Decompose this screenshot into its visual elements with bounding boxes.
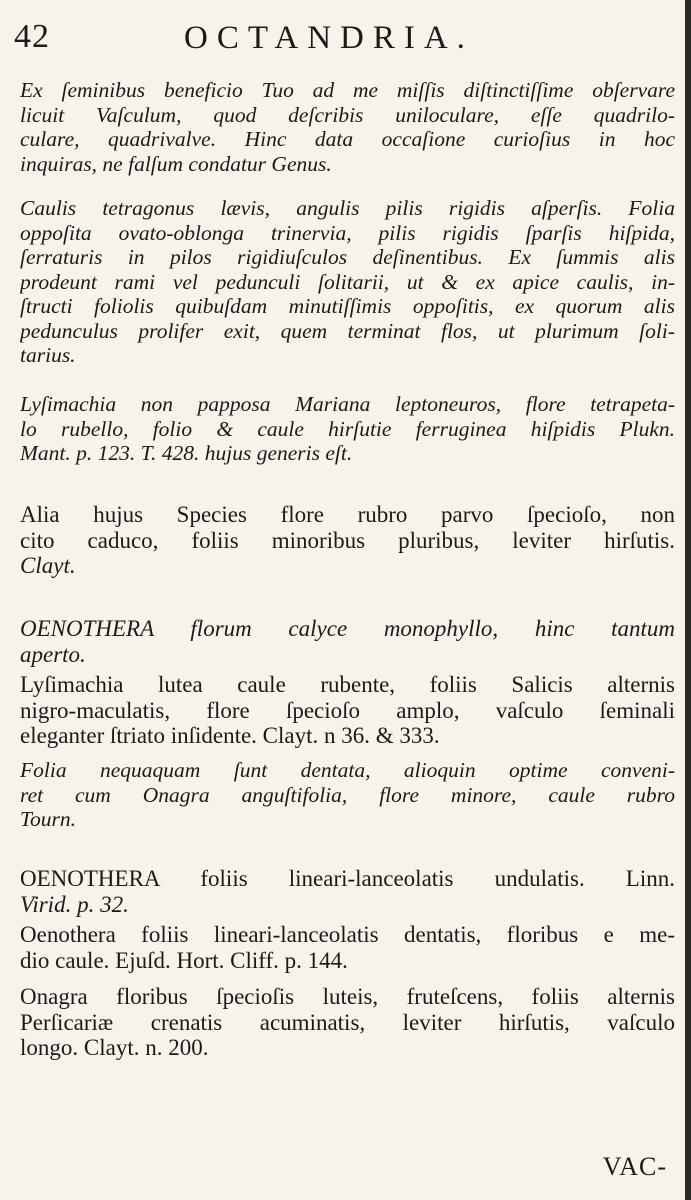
text-line: Virid. p. 32. — [20, 891, 129, 917]
paragraph-lysimachia-plukenet — [20, 392, 675, 466]
text-line: Mant. p. 123. T. 428. hujus generis eſt. — [20, 441, 353, 465]
text-line: longo. Clayt. n. 200. — [20, 1035, 209, 1060]
text-line: Lyſimachia non papposa Mariana leptoneuros, flore tetrapeta- — [20, 392, 675, 416]
text-line: OENOTHERA foliis lineari-lanceolatis undulatis. Linn. — [20, 866, 675, 891]
text-line: Lyſimachia lutea caule rubente, foliis Salicis alternis — [20, 672, 675, 697]
page-number: 42 — [14, 18, 50, 55]
text-line: Tourn. — [20, 807, 76, 831]
paragraph-alia-species — [20, 502, 675, 579]
text-line: Caulis tetragonus lævis, angulis pilis rigidis aſperſis. Folia — [20, 196, 675, 220]
paragraph-letter-note — [20, 78, 675, 176]
paragraph-caulis-description — [20, 196, 675, 368]
running-title: OCTANDRIA. — [184, 20, 474, 56]
catchword: VAC- — [602, 1152, 667, 1181]
text-line: ſerraturis in pilos rigidiuſculos deſinentibus. Ex ſummis alis — [20, 245, 675, 269]
text-line: nigro-maculatis, flore ſpecioſo amplo, vaſculo ſeminali — [20, 697, 675, 723]
text-line: oppoſita ovato-oblonga trinervia, pilis rigidis ſparſis hiſpida, — [20, 220, 675, 245]
text-line: culare, quadrivalve. Hinc data occaſione curioſius in hoc — [20, 127, 675, 151]
text-line: inquiras, ne falſum condatur Genus. — [20, 151, 332, 176]
text-line: lo rubello, folio & caule hirſutie ferruginea hiſpidis Plukn. — [20, 416, 675, 441]
paragraph-folia-note — [20, 758, 675, 832]
text-line: tarius. — [20, 343, 76, 367]
text-line: ſtructi foliolis quibuſdam minutiſſimis oppoſitis, ex quorum alis — [20, 294, 675, 318]
text-line: prodeunt rami vel pedunculi ſolitarii, ut & ex apice caulis, in- — [20, 269, 675, 294]
text-line: Perſicariæ crenatis acuminatis, leviter hirſutis, vaſculo — [20, 1009, 675, 1035]
text-line: licuit Vaſculum, quod deſcribis uniloculare, eſſe quadrilo- — [20, 102, 675, 127]
text-line: Alia hujus Species flore rubro parvo ſpecioſo, non — [20, 502, 675, 527]
paragraph-onagra — [20, 984, 675, 1061]
text-line: pedunculus prolifer exit, quem terminat flos, ut plurimum ſoli- — [20, 318, 675, 343]
text-line: aperto. — [20, 641, 86, 667]
text-line: ret cum Onagra anguſtifolia, flore minore, caule rubro — [20, 782, 675, 807]
paragraph-oenothera-cliff — [20, 922, 675, 973]
text-line: cito caduco, foliis minoribus pluribus, leviter hirſutis. — [20, 527, 675, 553]
text-line: dio caule. Ejuſd. Hort. Cliff. p. 144. — [20, 947, 348, 973]
paragraph-oenothera-linn — [20, 866, 675, 917]
text-line: Oenothera foliis lineari-lanceolatis dentatis, floribus e me- — [20, 922, 675, 947]
text-line: OENOTHERA florum calyce monophyllo, hinc tantum — [20, 616, 675, 641]
text-line: eleganter ſtriato inſidente. Clayt. n 36. & 333. — [20, 723, 440, 748]
text-line: Folia nequaquam ſunt dentata, alioquin optime conveni- — [20, 758, 675, 782]
text-line: Clayt. — [20, 553, 76, 578]
paragraph-lysimachia-lutea — [20, 672, 675, 749]
text-line: Onagra floribus ſpecioſis luteis, fruteſcens, foliis alternis — [20, 984, 675, 1009]
page-edge-shadow — [685, 0, 691, 1200]
running-head — [14, 18, 673, 62]
text-line: Ex ſeminibus beneficio Tuo ad me miſſis diſtinctiſſime obſervare — [20, 78, 675, 102]
paragraph-oenothera-calyce — [20, 616, 675, 667]
